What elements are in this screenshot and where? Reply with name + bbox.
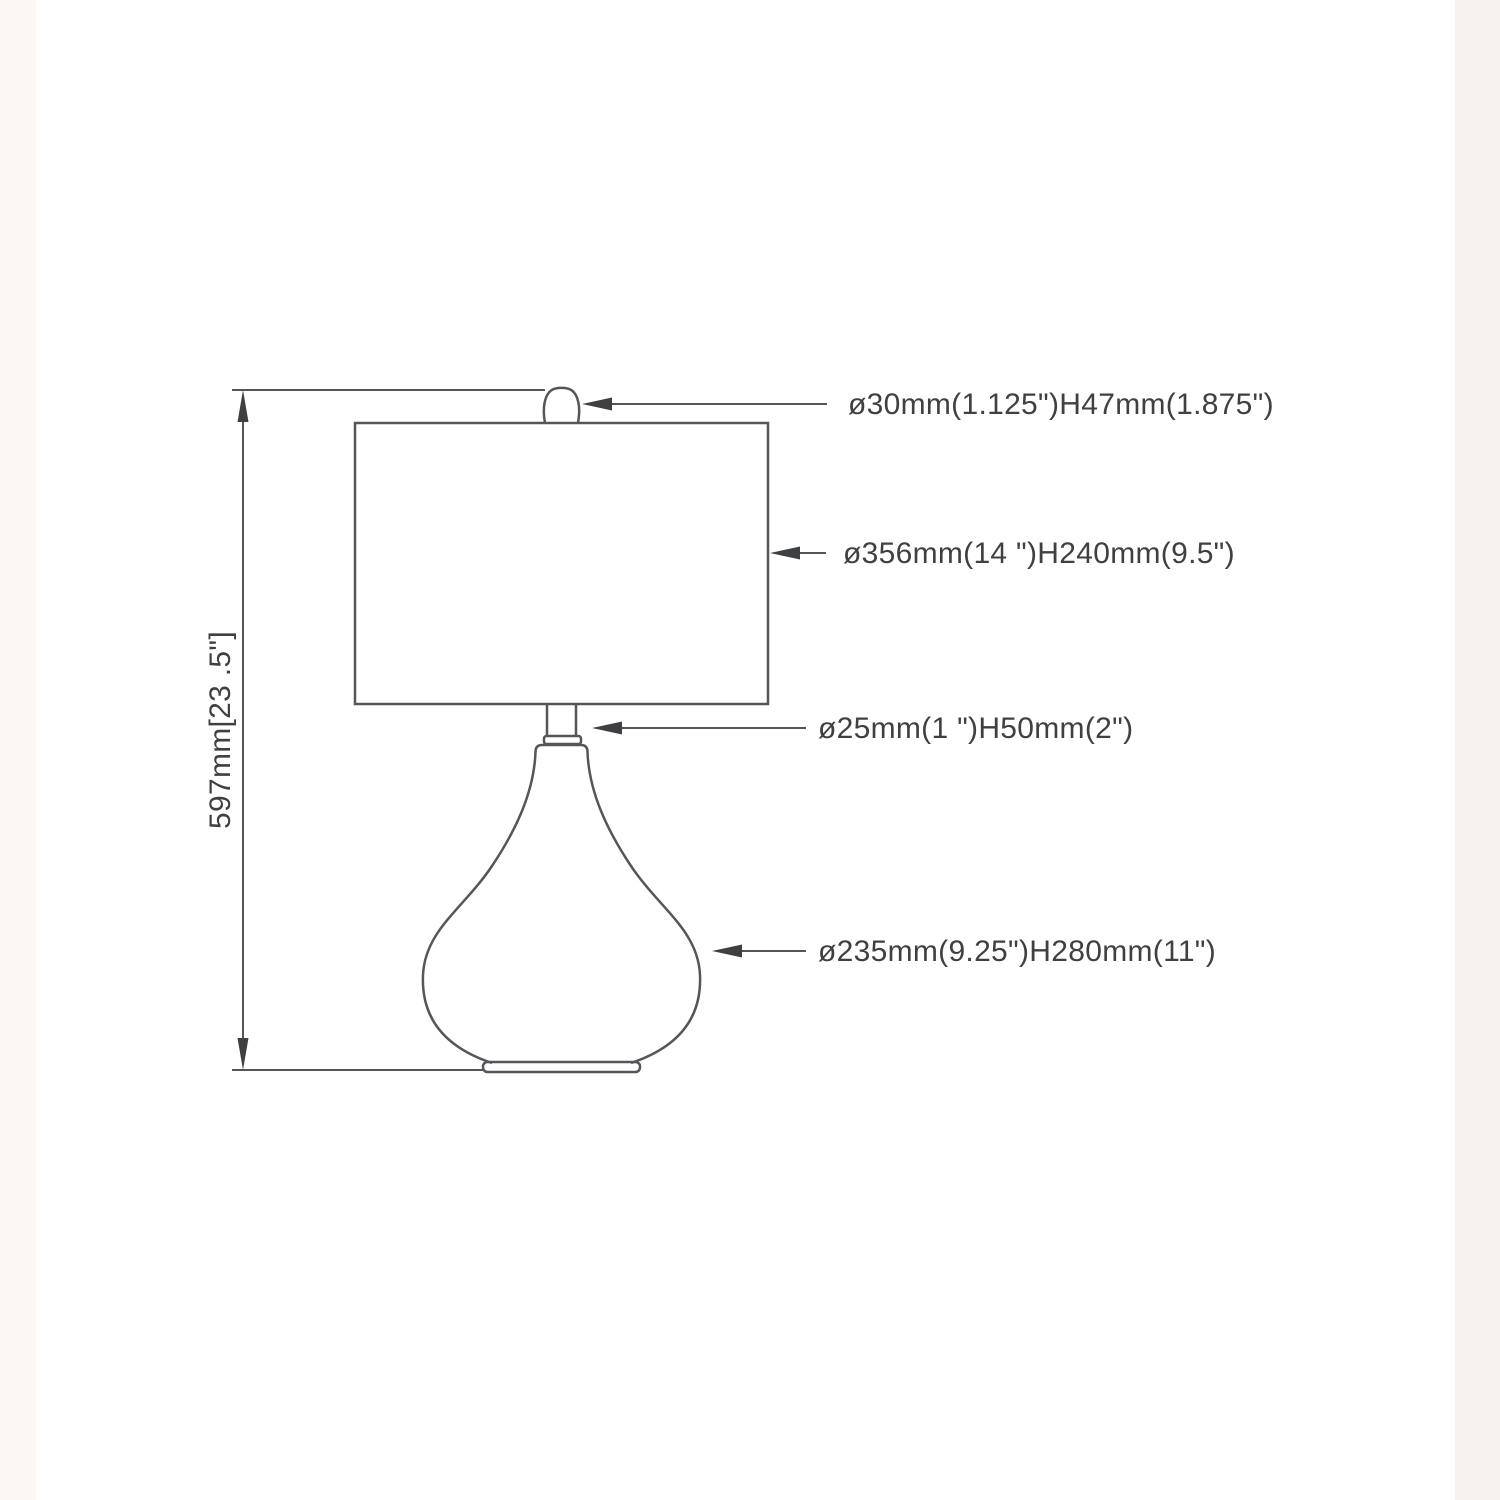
finial-dimension-label: ø30mm(1.125")H47mm(1.875") [848,387,1274,421]
height-dimension-label: 597mm[23 .5"] [203,631,237,829]
neck-leader-arrowhead [592,722,622,735]
dimension-arrowhead-down [238,1038,249,1070]
shade-dimension-label: ø356mm(14 ")H240mm(9.5") [843,536,1235,570]
callout-leader-lines [604,404,827,951]
finial-leader-arrowhead [582,398,612,411]
lamp-shade-outline [355,423,768,704]
height-dimension-group [232,390,545,1070]
lamp-finial-outline [544,388,579,423]
neck-dimension-label: ø25mm(1 ")H50mm(2") [818,711,1134,745]
body-dimension-label: ø235mm(9.25")H280mm(11") [818,934,1217,968]
lamp-outline-group [355,388,768,1072]
shade-leader-arrowhead [770,547,800,560]
lamp-neck-collar [544,736,581,744]
lamp-base-outline [483,1062,640,1072]
body-leader-arrowhead [712,945,742,958]
dimension-arrowhead-up [238,390,249,422]
lamp-body-outline [423,745,700,1063]
